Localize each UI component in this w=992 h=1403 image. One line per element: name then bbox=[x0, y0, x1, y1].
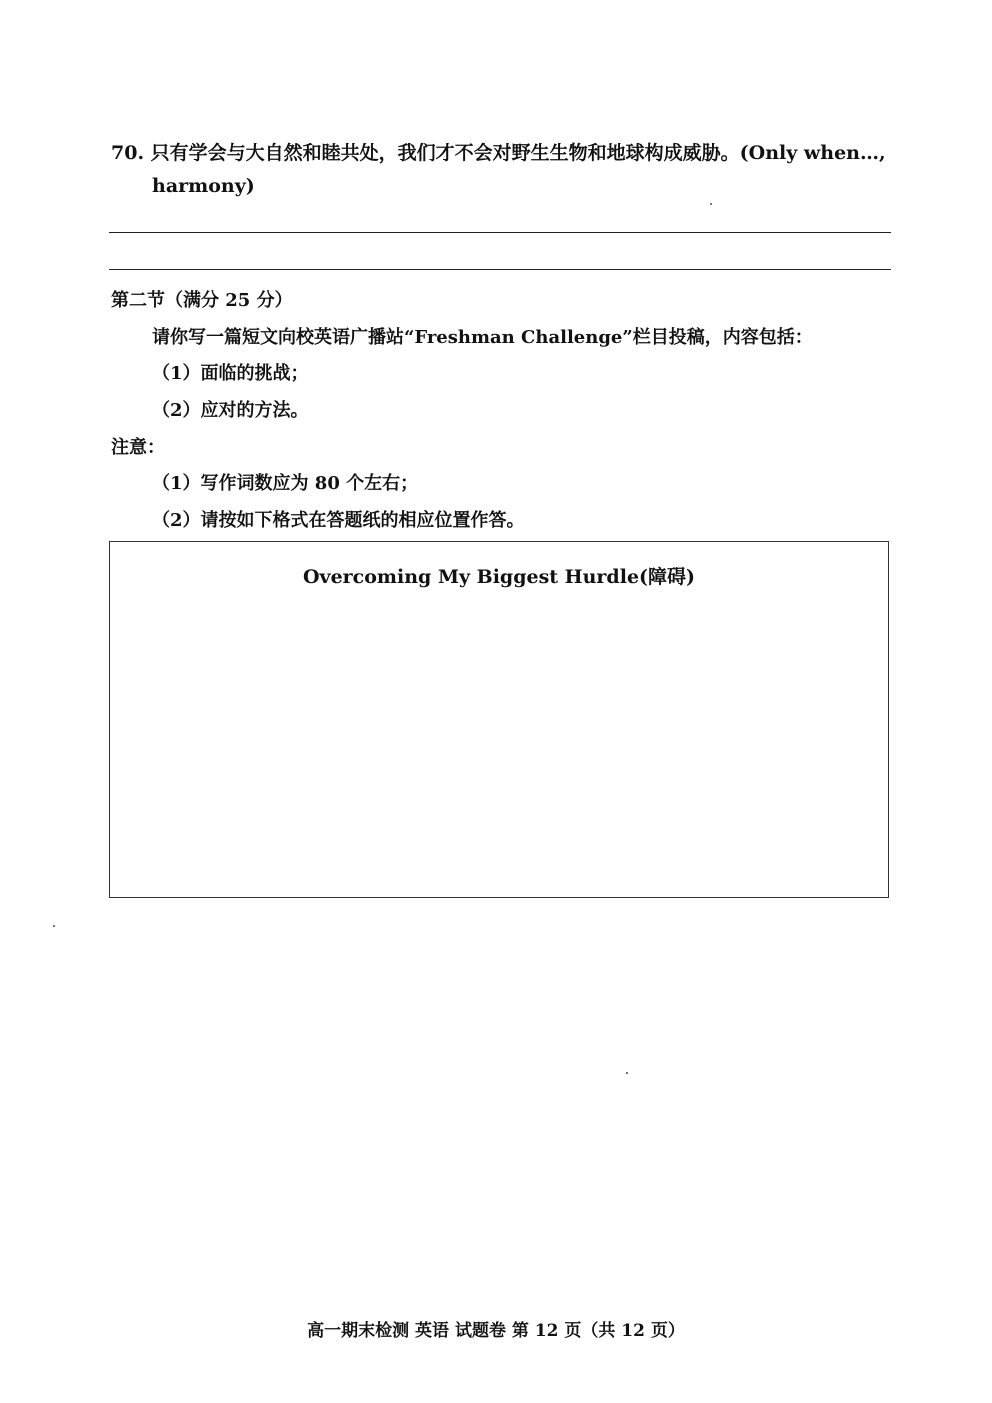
writing-instruction: 请你写一篇短文向校英语广播站“Freshman Challenge”栏目投稿，内容包括： bbox=[152, 327, 813, 348]
answer-line-2 bbox=[109, 269, 891, 270]
scan-speck bbox=[626, 1072, 628, 1074]
page-footer: 高一期末检测 英语 试题卷 第 12 页（共 12 页） bbox=[307, 1321, 685, 1341]
essay-answer-box bbox=[109, 541, 889, 898]
scan-speck bbox=[710, 203, 712, 205]
question-70-hint: harmony) bbox=[152, 175, 255, 197]
scan-speck bbox=[53, 925, 55, 927]
note-item-2: （2）请按如下格式在答题纸的相应位置作答。 bbox=[152, 510, 525, 531]
content-item-2: （2）应对的方法。 bbox=[152, 400, 309, 421]
notes-heading: 注意： bbox=[111, 437, 165, 458]
content-item-1: （1）面临的挑战； bbox=[152, 363, 309, 384]
section-heading: 第二节（满分 25 分） bbox=[111, 290, 293, 311]
question-70-text: 70. 只有学会与大自然和睦共处，我们才不会对野生生物和地球构成威胁。(Only when…, bbox=[111, 142, 886, 164]
note-item-1: （1）写作词数应为 80 个左右； bbox=[152, 473, 419, 494]
answer-line-1 bbox=[109, 232, 891, 233]
essay-title: Overcoming My Biggest Hurdle(障碍) bbox=[302, 566, 696, 588]
